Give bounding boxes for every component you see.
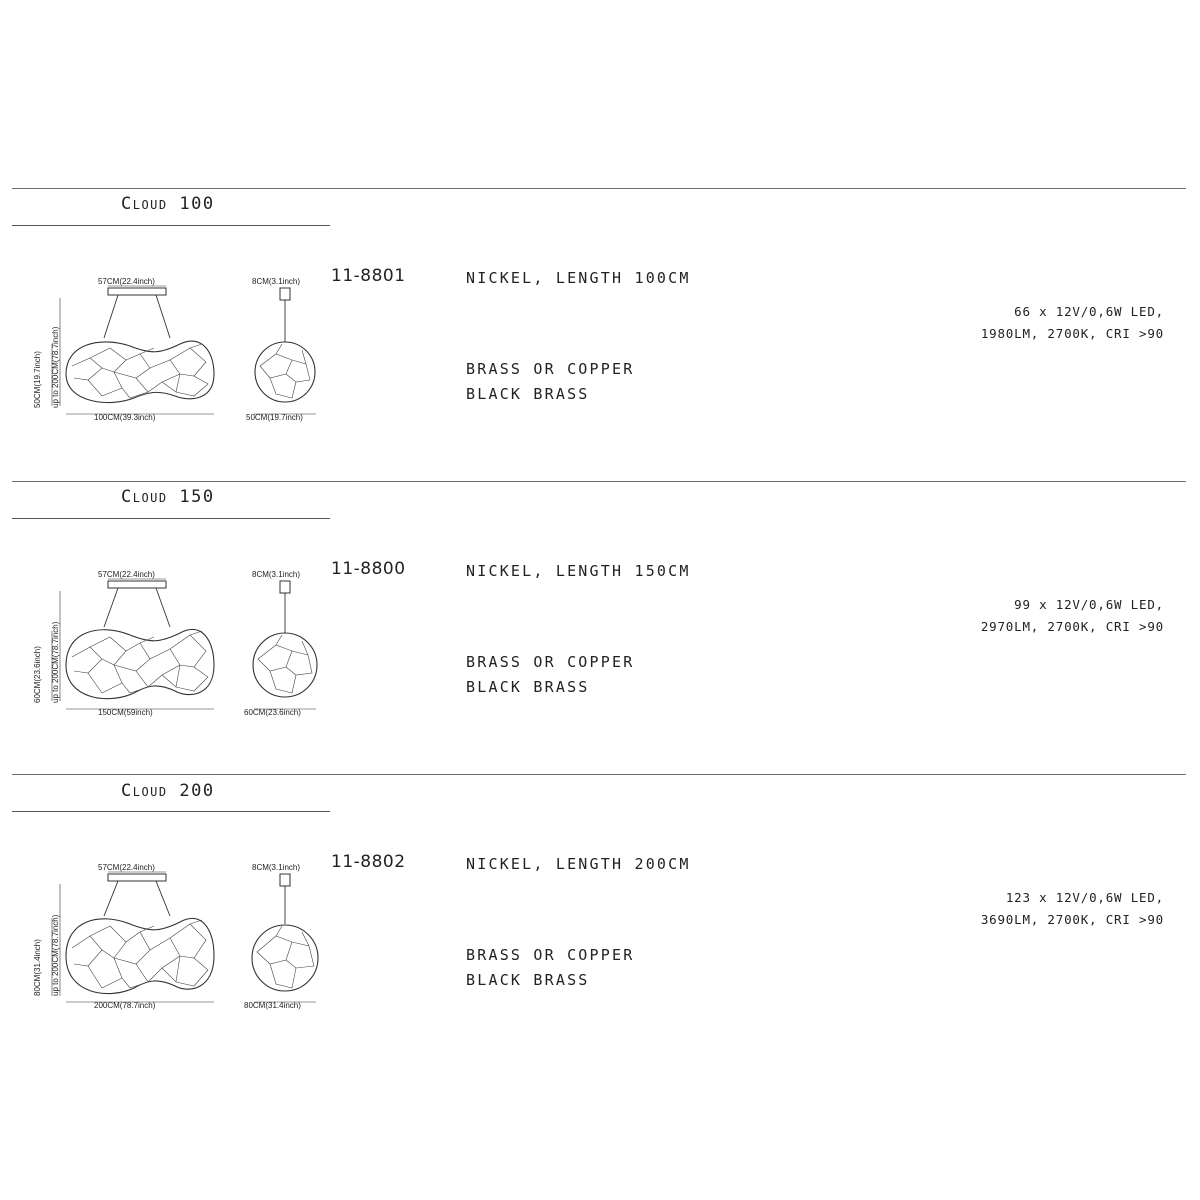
dim-length: 200CM(78.7inch) bbox=[94, 1001, 156, 1010]
finish-primary: NICKEL, LENGTH 150CM bbox=[466, 562, 691, 580]
product-section bbox=[0, 188, 1200, 481]
spec-line: 123 x 12V/0,6W LED, bbox=[1005, 890, 1164, 905]
spec-line: 3690LM, 2700K, CRI >90 bbox=[980, 912, 1164, 927]
product-code: 11-8801 bbox=[331, 266, 406, 286]
dim-canopy-width: 57CM(22.4inch) bbox=[98, 863, 155, 872]
product-title: Cloud 150 bbox=[121, 487, 215, 507]
front-view bbox=[33, 863, 214, 1010]
finish-option: BRASS OR COPPER bbox=[466, 653, 635, 671]
light-spec bbox=[981, 594, 1164, 638]
side-view bbox=[244, 863, 318, 1010]
light-spec bbox=[981, 887, 1164, 931]
dim-height: 60CM(23.6inch) bbox=[33, 646, 42, 703]
dim-canopy-side: 8CM(3.1inch) bbox=[252, 277, 301, 286]
dim-depth: 50CM(19.7inch) bbox=[246, 413, 303, 422]
product-code: 11-8802 bbox=[331, 852, 406, 872]
dim-canopy-width: 57CM(22.4inch) bbox=[98, 277, 155, 286]
dim-length: 100CM(39.3inch) bbox=[94, 413, 156, 422]
dim-canopy-width: 57CM(22.4inch) bbox=[98, 570, 155, 579]
product-title: Cloud 100 bbox=[121, 194, 215, 214]
finish-primary: NICKEL, LENGTH 100CM bbox=[466, 269, 691, 287]
finish-option: BRASS OR COPPER bbox=[466, 360, 635, 378]
finish-option: BRASS OR COPPER bbox=[466, 946, 635, 964]
finish-option: BLACK BRASS bbox=[466, 971, 590, 989]
finish-option: BLACK BRASS bbox=[466, 678, 590, 696]
spec-line: 99 x 12V/0,6W LED, bbox=[1014, 597, 1164, 612]
title-underline bbox=[12, 811, 330, 812]
dim-suspension: up to 200CM(78.7inch) bbox=[51, 621, 60, 703]
title-underline bbox=[12, 225, 330, 226]
dim-depth: 80CM(31.4inch) bbox=[244, 1001, 301, 1010]
product-title: Cloud 200 bbox=[121, 781, 215, 801]
title-underline bbox=[12, 518, 330, 519]
dim-canopy-side: 8CM(3.1inch) bbox=[252, 570, 301, 579]
dim-suspension: up to 200CM(78.7inch) bbox=[51, 326, 60, 408]
technical-drawing bbox=[30, 274, 320, 434]
canopy-side bbox=[280, 288, 290, 300]
cloud-side-body bbox=[255, 342, 315, 402]
side-view bbox=[246, 277, 316, 422]
spec-line: 66 x 12V/0,6W LED, bbox=[1014, 304, 1164, 319]
canopy-side bbox=[280, 874, 290, 886]
cloud-body bbox=[66, 341, 214, 402]
cloud-side-body bbox=[253, 633, 317, 697]
finish-primary: NICKEL, LENGTH 200CM bbox=[466, 855, 691, 873]
spec-line: 1980LM, 2700K, CRI >90 bbox=[980, 326, 1164, 341]
finish-option: BLACK BRASS bbox=[466, 385, 590, 403]
technical-drawing bbox=[30, 860, 320, 1020]
cloud-body bbox=[66, 918, 214, 993]
product-code: 11-8800 bbox=[331, 559, 406, 579]
canopy bbox=[108, 874, 166, 881]
cloud-body bbox=[66, 629, 214, 698]
dim-length: 150CM(59inch) bbox=[98, 708, 153, 717]
dim-height: 50CM(19.7inch) bbox=[33, 351, 42, 408]
product-section bbox=[0, 774, 1200, 1067]
product-section bbox=[0, 481, 1200, 774]
dim-canopy-side: 8CM(3.1inch) bbox=[252, 863, 301, 872]
dim-height: 80CM(31.4inch) bbox=[33, 939, 42, 996]
cloud-side-body bbox=[252, 925, 318, 991]
side-view bbox=[244, 570, 317, 717]
dim-depth: 60CM(23.6inch) bbox=[244, 708, 301, 717]
canopy bbox=[108, 288, 166, 295]
spec-line: 2970LM, 2700K, CRI >90 bbox=[980, 619, 1164, 634]
light-spec bbox=[981, 301, 1164, 345]
front-view bbox=[33, 277, 214, 422]
front-view bbox=[33, 570, 214, 717]
technical-drawing bbox=[30, 567, 320, 727]
canopy-side bbox=[280, 581, 290, 593]
canopy bbox=[108, 581, 166, 588]
dim-suspension: up to 200CM(78.7inch) bbox=[51, 914, 60, 996]
